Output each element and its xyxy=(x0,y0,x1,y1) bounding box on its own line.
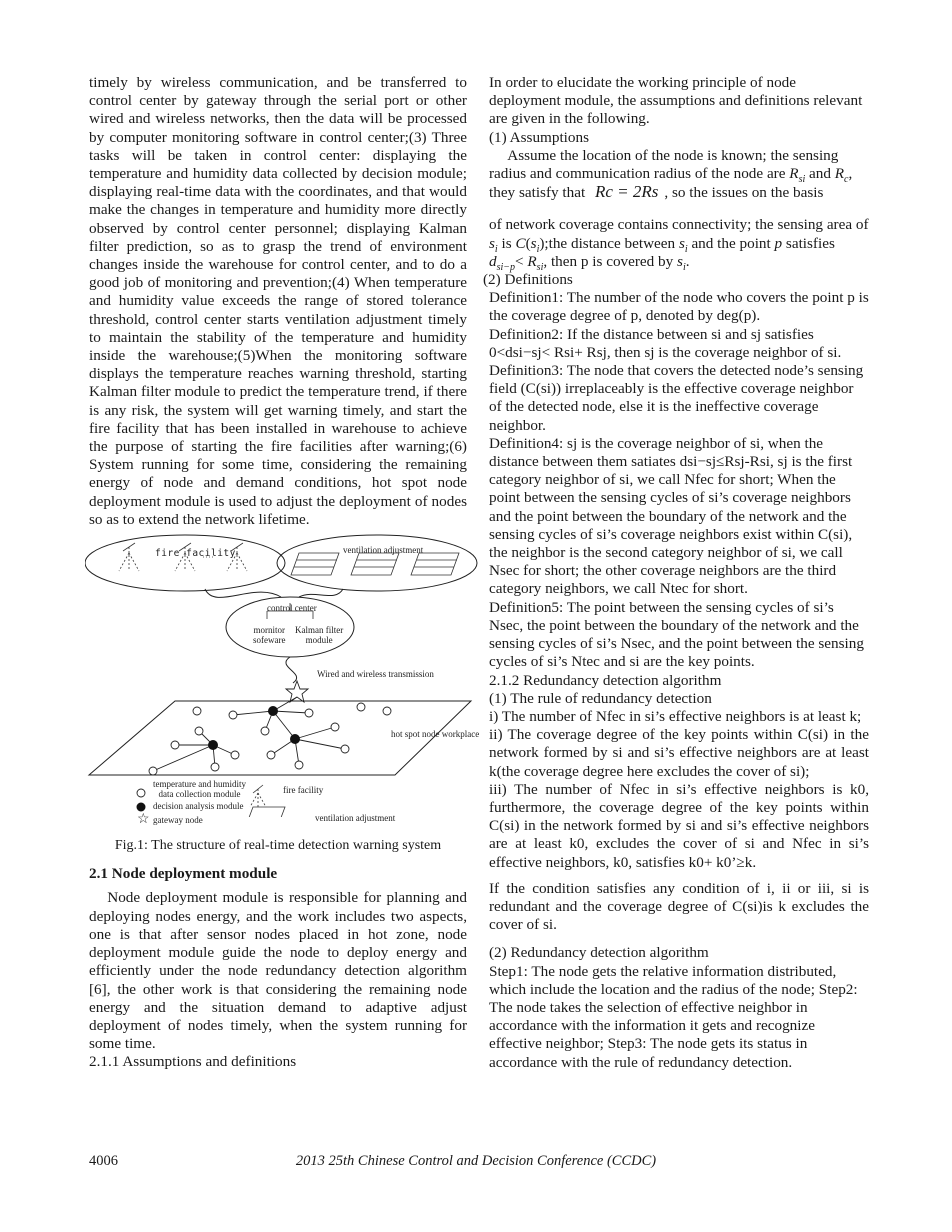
ventilation-label: ventilation adjustment xyxy=(343,545,424,556)
rule-2: ii) The coverage degree of the key points within C(si) in the network formed by si and si’s effective neighbors are at least k(the coverage degree here excludes the cover of si); xyxy=(489,726,869,780)
intro-paragraph: In order to elucidate the working principle of node deployment module, the assumptions and definitions relevant are given in the following. xyxy=(489,74,863,128)
legend-collection-symbol xyxy=(137,789,145,797)
assumption-paragraph: Assume the location of the node is known; the sensing radius and communication radius of the node are $R_{si}$ and $R_c$, they satisfy that Rc = 2Rs , so the issues on the basis xyxy=(489,146,853,202)
right-column xyxy=(483,74,869,1072)
assumption-text-c: , so the issues on the basis xyxy=(664,184,824,202)
fire-to-control-connector xyxy=(205,589,281,597)
rule-3: iii) The number of Nfec in si’s effective neighbors is k0, furthermore, the coverage degree of the key points within C(si) in the network formed by si and si’s effective neighbors are at least k0, excludes the cover of si and Nfec in si’s effective neighbors, k0, satisfies k0+ k0’≥k. xyxy=(489,780,869,871)
fire-facility-label: fire facility xyxy=(155,548,236,560)
footer-page-number: 4006 xyxy=(89,1153,118,1169)
wired-wireless-label: Wired and wireless transmission xyxy=(317,669,434,680)
hot-spot-label: hot spot node workplace xyxy=(391,729,480,740)
figure-caption: Fig.1: The structure of real-time detection warning system xyxy=(114,838,442,854)
subsection-2-1-1-title: 2.1.1 Assumptions and definitions xyxy=(89,1053,297,1071)
definition-3: Definition3: The node that covers the detected node’s sensing field (C(si)) irreplaceably is the effective coverage neighbor of the detected node, else it is the ineffective coverage neighbor. xyxy=(489,362,864,434)
control-center-label: control center xyxy=(267,603,317,614)
monitor-software-label: mornitor sofeware xyxy=(253,625,286,646)
assumption-text-a: Assume the location of the node is known; the sensing radius and communication radius of the node are xyxy=(489,146,839,183)
assumption-cont-text: of network coverage contains connectivity; the sensing area of xyxy=(489,216,869,234)
section-2-1-title: 2.1 Node deployment module xyxy=(89,865,278,883)
algorithm-heading: (2) Redundancy detection algorithm xyxy=(489,944,709,962)
left-column xyxy=(89,74,480,1072)
legend-collection-label: temperature and humidity data collection module xyxy=(153,779,246,800)
definition-1: Definition1: The number of the node who covers the point p is the coverage degree of p, denoted by deg(p). xyxy=(489,289,869,325)
legend-ventilation-label: ventilation adjustment xyxy=(315,813,396,824)
redundancy-condition: If the condition satisfies any condition of i, ii or iii, si is redundant and the coverage degree of C(si)is k excludes the cover of si. xyxy=(489,879,869,934)
kalman-filter-label: Kalman filter module xyxy=(295,625,344,646)
legend-decision-label: decision analysis module xyxy=(153,801,244,812)
left-paragraph-1: timely by wireless communication, and be transferred to control center by gateway through the serial port or other wired and wireless networks, then the data will be processed by computer monitoring software in control center;(3) Three tasks will be taken in control center: displaying the temperature and humidity data collected by decision module; displaying real-time data with the coordinates, and that would make the changes in temperature and humidity more directly observed by control center personnel; displaying Kalman filter prediction, so as to grasp the trend of environment changes inside the warehouse for control center, and to do a good job of monitoring and prevention;(4) When temperature and humidity value exceeds the range of stored tolerance threshold, control center starts ventilation adjustment timely to maintain the stability of the temperature and humidity inside the warehouse;(5)When the monitoring software displays the temperature reaches warning threshold, starting Kalman filter module to predict the temperature trend, if there is any risk, the system will get warning timely, and start the fire facility that has been installed in warehouse to achieve the purpose of starting the fire facilities after warning;(6) System running for some time, considering the remaining energy of node and demand conditions, hot spot node deployment module is used to adjust the deployment of nodes so as to extend the network lifetime. xyxy=(89,74,467,528)
ventilation-to-control-connector xyxy=(299,589,343,597)
assumption-text-b: they satisfy that xyxy=(489,184,589,202)
legend-fire-symbol xyxy=(250,785,266,807)
ventilation-ellipse xyxy=(277,535,477,591)
ventilation-symbols xyxy=(291,553,459,575)
redundancy-algorithm-title: 2.1.2 Redundancy detection algorithm xyxy=(489,671,722,689)
algorithm-steps: Step1: The node gets the relative information distributed, which include the location and the radius of the node; Step2: The node takes the selection of effective neighbor in accordance with the information it gets and recognize effective neighbor; Step3: The node gets its status in accordance with the rule of redundancy detection. xyxy=(489,962,858,1071)
definitions-heading: (2) Definitions xyxy=(483,271,573,289)
gateway-star xyxy=(286,681,308,702)
left-paragraph-2: Node deployment module is responsible for planning and deploying nodes energy, and the work includes two aspects, one is that after sensor nodes placed in hot zone, node deployment module guide the node to deploy energy and efficiently under the node redundancy detection algorithm [6], the other work is that considering the remaining node energy and the situation demand to adaptive adjust deployment of nodes timely, when the system running for some time. xyxy=(89,889,467,1053)
legend-gateway-row xyxy=(89,812,467,835)
legend-gateway-icon: ☆ xyxy=(137,812,150,828)
legend-gateway-label: gateway node xyxy=(153,815,203,826)
assumption-continuation: of network coverage contains connectivity; the sensing area of $s_i$ is $C(s_i);the$ distance between $s_i$ and the point p satisfies $d_{si-p}< R_{si}$, then p is covered by $s_i$. xyxy=(489,216,869,273)
definition-5: Definition5: The point between the sensing cycles of si’s Nsec, the point between the boundary of the network and the sensing cycles of si’s Nsec, and the point between the sensing cycles of si’s Ntec and si are the key points. xyxy=(489,598,864,671)
definition-2: Definition2: If the distance between si and sj satisfies 0<dsi−sj< Rsi+ Rsj, then sj is the coverage neighbor of si. xyxy=(489,325,842,361)
definition-4: Definition4: sj is the coverage neighbor of si, when the distance between them satiates dsi−sj≤Rsj-Rsi, sj is the first category neighbor of si, we call Nfec for short; When the point between the sensing cycles of si’s coverage neighbors and the point between the boundary of the network and the sensing cycles of si’s coverage neighbors exist within C(si), the neighbor is the second category neighbor of si, we call Nsec for short; the other coverage neighbors are the third category neighbors, we call Ntec for short. xyxy=(489,434,853,598)
legend-ventilation-symbol xyxy=(247,807,285,817)
network-edges xyxy=(153,697,345,771)
assumptions-heading: (1) Assumptions xyxy=(489,128,589,146)
rule-heading: (1) The rule of redundancy detection xyxy=(489,689,712,707)
rule-1: i) The number of Nfec in si’s effective neighbors is at least k; xyxy=(489,707,862,725)
legend-fire-label: fire facility xyxy=(283,785,324,796)
control-to-gateway-connector xyxy=(286,657,297,683)
radius-formula: Rc = 2Rs xyxy=(594,182,659,202)
footer-conference: 2013 25th Chinese Control and Decision Conference (CCDC) xyxy=(295,1153,657,1169)
